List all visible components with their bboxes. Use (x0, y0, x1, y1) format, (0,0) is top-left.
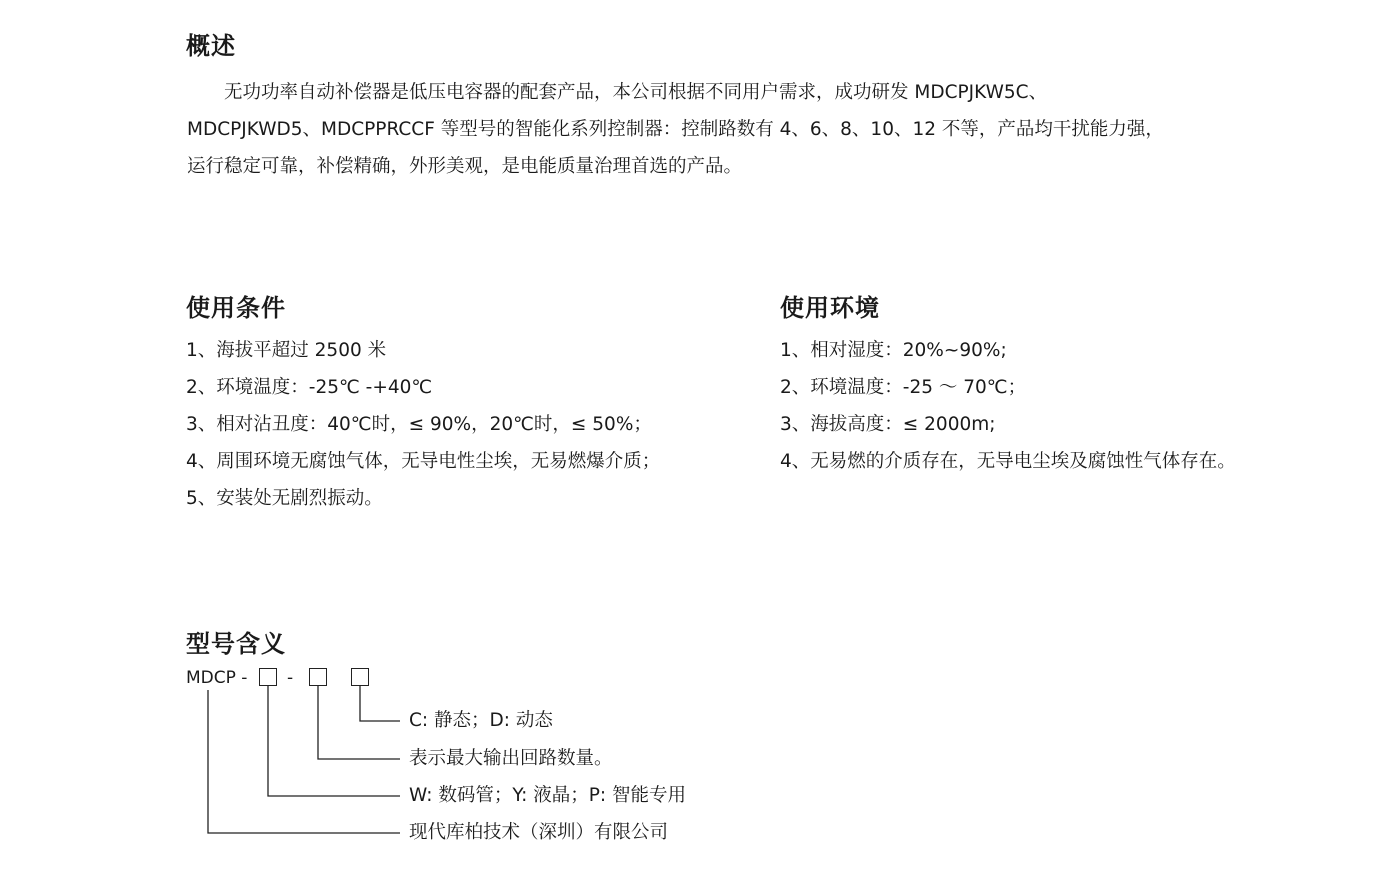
list-item: 1、海拔平超过 2500 米 (186, 340, 387, 361)
connector-line-display (268, 686, 400, 796)
overview-line: MDCPJKWD5、MDCPPRCCF 等型号的智能化系列控制器：控制路数有 4、6、8、10、12 不等，产品均干扰能力强， (187, 119, 1164, 140)
list-item: 4、无易燃的介质存在，无导电尘埃及腐蚀性气体存在。 (780, 451, 1236, 472)
conditions-heading: 使用条件 (186, 294, 286, 322)
overview-heading: 概述 (186, 32, 236, 60)
list-item: 3、相对沾丑度：40℃时，≤ 90%，20℃时，≤ 50%； (186, 414, 652, 435)
overview-line: 无功功率自动补偿器是低压电容器的配套产品，本公司根据不同用户需求，成功研发 MDCPJKW5C、 (187, 82, 1048, 103)
connector-line-type (360, 686, 400, 721)
legend-label-company: 现代库柏技术（深圳）有限公司 (409, 822, 669, 843)
environment-heading: 使用环境 (780, 294, 880, 322)
list-item: 5、安装处无剧烈振动。 (186, 488, 383, 509)
connector-line-outputs (318, 686, 400, 759)
model-code-prefix: MDCP - (186, 668, 248, 688)
legend-label-outputs: 表示最大输出回路数量。 (409, 748, 613, 769)
connector-line-company (208, 690, 400, 833)
list-item: 1、相对湿度：20%~90%; (780, 340, 1007, 361)
legend-label-display: W: 数码管；Y: 液晶；P: 智能专用 (409, 785, 687, 806)
list-item: 3、海拔高度：≤ 2000m; (780, 414, 996, 435)
list-item: 2、环境温度：-25℃ -+40℃ (186, 377, 433, 398)
list-item: 4、周围环境无腐蚀气体，无导电性尘埃，无易燃爆介质； (186, 451, 661, 472)
legend-label-type: C: 静态；D: 动态 (409, 710, 553, 731)
overview-line: 运行稳定可靠，补偿精确，外形美观，是电能质量治理首选的产品。 (187, 156, 743, 177)
list-item: 2、环境温度：-25 ～ 70℃； (780, 377, 1027, 398)
model-code-separator: - (287, 668, 294, 688)
model-heading: 型号含义 (186, 630, 286, 658)
